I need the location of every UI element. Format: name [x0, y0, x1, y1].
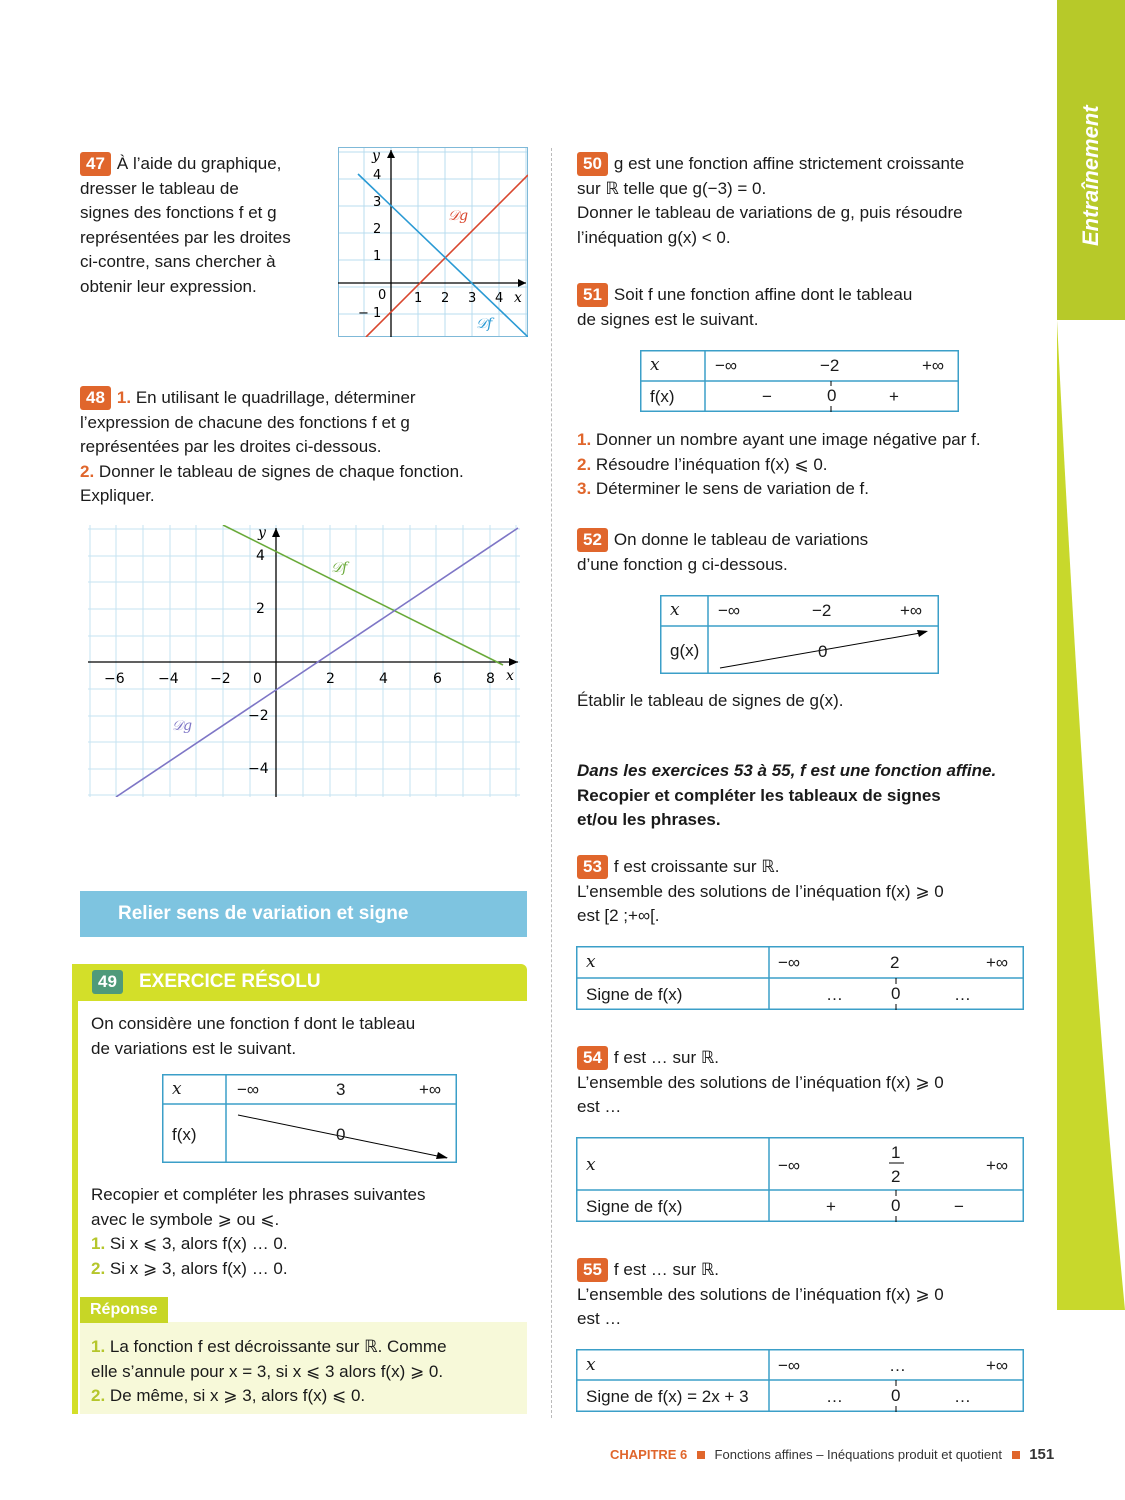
ex54-line: est …: [577, 1097, 622, 1116]
ex49-a2-num: 2.: [91, 1386, 106, 1405]
ex53-table-x: x: [586, 952, 596, 972]
ex54-table: [576, 1137, 1024, 1222]
ex48-xtick: −4: [158, 671, 179, 687]
intro53-l1: Dans les exercices 53 à 55, f est une fonction affine.: [577, 761, 997, 780]
ex53-line: f est croissante sur ℝ.: [613, 857, 780, 876]
ex50-line: sur ℝ telle que g(−3) = 0.: [577, 178, 767, 198]
ex47-line: À l’aide du graphique,: [116, 154, 282, 173]
ex55-line: f est … sur ℝ.: [613, 1260, 720, 1279]
ex48-xtick: 8: [486, 671, 495, 687]
ex55-table-minf: −∞: [778, 1356, 801, 1375]
ex51-line: de signes est le suivant.: [577, 309, 759, 329]
ex51-q3-num: 3.: [577, 479, 592, 498]
ex55-table-zero: 0: [891, 1386, 901, 1405]
ex55-table: [576, 1349, 1024, 1412]
ex55-table-x: x: [586, 1355, 596, 1375]
ex48-xtick: −6: [104, 671, 125, 687]
footer-square-icon: [697, 1451, 705, 1459]
ex50-line: l’inéquation g(x) < 0.: [577, 227, 731, 247]
ex47-ylabel: y: [372, 148, 380, 164]
ex48-dg-label: 𝒟g: [172, 718, 193, 734]
ex53-table-sign: Signe de f(x): [586, 985, 683, 1004]
page-number: 151: [1029, 1446, 1055, 1463]
ex49-title: EXERCICE RÉSOLU: [139, 971, 321, 992]
ex47-line: signes des fonctions f et g: [80, 203, 277, 222]
ex53-table-minf: −∞: [778, 953, 801, 972]
ex51-q1: Donner un nombre ayant une image négative par f.: [595, 430, 981, 449]
ex52-after: Établir le tableau de signes de g(x).: [577, 691, 844, 710]
ex53: [577, 855, 1037, 929]
intro53: [577, 759, 1037, 833]
ex48-xtick: −2: [210, 671, 231, 687]
ex49-table-fx: f(x): [172, 1125, 197, 1144]
ex47-xtick: 3: [468, 291, 477, 306]
ex48-q2b: Expliquer.: [80, 486, 155, 505]
ex48-xtick: 4: [379, 671, 388, 687]
sidebar-curve: [1057, 320, 1125, 1320]
ex49-q2: Si x ⩾ 3, alors f(x) … 0.: [109, 1258, 288, 1278]
ex49-questions: [91, 1183, 521, 1281]
ex53-table: [576, 946, 1024, 1010]
ex51-line: Soit f une fonction affine dont le tableau: [613, 285, 913, 304]
ex55-table-pinf: +∞: [986, 1356, 1009, 1375]
ex48-ytick: 4: [256, 548, 265, 564]
ex49-a2: De même, si x ⩾ 3, alors f(x) ⩽ 0.: [109, 1386, 366, 1405]
footer-chapter: CHAPITRE 6: [610, 1447, 688, 1462]
ex52-table-pinf: +∞: [900, 601, 923, 620]
ex48-ytick: −4: [248, 761, 269, 777]
ex53-table-zero: 0: [891, 984, 901, 1003]
footer-title: Fonctions affines – Inéquations produit et quotient: [714, 1447, 1002, 1462]
ex51-table-minf: −∞: [715, 356, 738, 375]
ex47-ytick: 3: [373, 195, 382, 210]
footer: [610, 1446, 1054, 1463]
ex48-ytick: −2: [248, 708, 269, 724]
ex48-q1b: l’expression de chacune des fonctions f et g: [80, 412, 410, 432]
ex51-table: [640, 350, 959, 412]
ex47-df-label: 𝒟f: [476, 316, 493, 332]
ex55: [577, 1258, 1037, 1332]
ex55-table-s2: …: [954, 1387, 971, 1406]
ex49-instr: avec le symbole ⩾ ou ⩽.: [91, 1209, 280, 1229]
ex49-table-minf: −∞: [237, 1080, 260, 1099]
ex51-table-fx: f(x): [650, 387, 675, 406]
intro53-l3: et/ou les phrases.: [577, 810, 721, 829]
ex54-table-zero: 0: [891, 1196, 901, 1215]
ex49-intro: [91, 1012, 521, 1061]
ex47-ytick: − 1: [358, 306, 382, 321]
ex50-line: Donner le tableau de variations de g, puis résoudre: [577, 203, 963, 222]
ex48-q2: Donner le tableau de signes de chaque fonction.: [98, 461, 464, 481]
ex54-table-s1: +: [826, 1197, 836, 1216]
ex47-ytick: 1: [373, 249, 382, 264]
ex55-table-s1: …: [826, 1387, 843, 1406]
ex49-table: [162, 1074, 457, 1163]
ex51-table-s1: −: [762, 387, 772, 406]
ex54-line: f est … sur ℝ.: [613, 1048, 720, 1067]
ex54-table-s2: −: [954, 1197, 964, 1216]
ex51-q3: Déterminer le sens de variation de f.: [595, 479, 870, 498]
ex55-table-sign: Signe de f(x) = 2x + 3: [586, 1387, 749, 1406]
sidebar-label: Entraînement: [1078, 105, 1103, 246]
ex55-line: est …: [577, 1309, 622, 1328]
ex53-table-pinf: +∞: [986, 953, 1009, 972]
ex49-table-val: 3: [336, 1080, 346, 1099]
ex48-ytick: 2: [256, 601, 265, 617]
ex54-table-val-num: 1: [891, 1143, 901, 1162]
ex54-table-pinf: +∞: [986, 1156, 1009, 1175]
ex55-line: L’ensemble des solutions de l’inéquation f(x) ⩾ 0: [577, 1284, 944, 1304]
ex51: [577, 283, 1037, 332]
ex47-line: dresser le tableau de: [80, 178, 239, 198]
ex47-ytick: 0: [378, 288, 387, 303]
ex49-answer: [91, 1335, 521, 1409]
ex48-q1: En utilisant le quadrillage, déterminer: [135, 388, 416, 407]
ex51-table-pinf: +∞: [922, 356, 945, 375]
ex48-df-label: 𝒟f: [331, 560, 348, 576]
ex54: [577, 1046, 1037, 1120]
ex48-number: 48: [80, 386, 111, 410]
ex48-xtick: 2: [326, 671, 335, 687]
ex52-number: 52: [577, 528, 608, 552]
footer-square-icon: [1012, 1451, 1020, 1459]
ex47-number: 47: [80, 152, 111, 176]
ex51-q1-num: 1.: [577, 430, 592, 449]
ex49-intro-line: de variations est le suivant.: [91, 1038, 297, 1058]
ex48: [80, 386, 540, 509]
ex52-table: [660, 595, 939, 674]
ex49-a1-num: 1.: [91, 1337, 106, 1356]
ex51-table-val: −2: [820, 356, 840, 375]
ex47-dg-label: 𝒟g: [448, 208, 469, 224]
ex49-answer-label: Réponse: [80, 1297, 168, 1323]
ex52-table-minf: −∞: [718, 601, 741, 620]
ex48-xlabel: x: [506, 668, 514, 684]
ex52-table-gx: g(x): [670, 641, 700, 660]
ex52-line: On donne le tableau de variations: [613, 530, 869, 549]
ex49-table-pinf: +∞: [419, 1080, 442, 1099]
ex47-xlabel: x: [514, 290, 522, 306]
ex52-table-zero: 0: [818, 642, 828, 661]
ex47-line: représentées par les droites: [80, 227, 291, 247]
ex48-xtick: 6: [433, 671, 442, 687]
sidebar-label-wrap: [1078, 96, 1110, 246]
ex53-table-val: 2: [890, 953, 900, 972]
ex53-table-s2: …: [954, 985, 971, 1004]
section-header: Relier sens de variation et signe: [80, 891, 527, 937]
ex47-line: obtenir leur expression.: [80, 276, 257, 296]
ex49-table-zero: 0: [336, 1125, 346, 1144]
ex47-line-df: [358, 174, 528, 337]
ex51-table-x: x: [650, 355, 660, 375]
ex51-q2-num: 2.: [577, 454, 592, 474]
ex47: [80, 152, 330, 299]
ex48-xtick: 0: [253, 671, 262, 687]
ex53-line: est [2 ;+∞[.: [577, 906, 660, 925]
intro53-l2: Recopier et compléter les tableaux de signes: [577, 785, 941, 805]
ex49-q2-num: 2.: [91, 1258, 106, 1278]
ex55-number: 55: [577, 1258, 608, 1282]
ex51-table-zero: 0: [827, 386, 837, 405]
ex47-ytick: 2: [373, 222, 382, 237]
ex54-table-x: x: [586, 1155, 596, 1175]
ex48-q1c: représentées par les droites ci-dessous.: [80, 437, 382, 456]
ex54-table-val-den: 2: [891, 1167, 901, 1186]
ex50: [577, 152, 1037, 250]
ex49-q1-num: 1.: [91, 1234, 106, 1253]
ex52: [577, 528, 1037, 577]
ex51-table-s2: +: [889, 387, 899, 406]
ex49-a1b: elle s’annule pour x = 3, si x ⩽ 3 alors f(x) ⩾ 0.: [91, 1361, 444, 1381]
ex49-header: [72, 964, 527, 1001]
ex51-questions: [577, 428, 1047, 502]
ex52-table-val: −2: [812, 601, 832, 620]
column-separator: [551, 148, 552, 1418]
ex47-xtick: 2: [441, 291, 450, 306]
ex54-line: L’ensemble des solutions de l’inéquation f(x) ⩾ 0: [577, 1072, 944, 1092]
ex49-table-x: x: [172, 1079, 182, 1099]
ex48-q2-num: 2.: [80, 461, 95, 481]
ex52-table-x: x: [670, 600, 680, 620]
ex53-number: 53: [577, 855, 608, 879]
ex53-line: L’ensemble des solutions de l’inéquation f(x) ⩾ 0: [577, 881, 944, 901]
ex49-instr: Recopier et compléter les phrases suivantes: [91, 1185, 426, 1204]
ex49-bar: [72, 1001, 78, 1414]
ex47-graph: [338, 147, 528, 337]
ex54-number: 54: [577, 1046, 608, 1070]
ex49-a1: La fonction f est décroissante sur ℝ. Comme: [109, 1337, 447, 1356]
ex47-xtick: 1: [414, 291, 423, 306]
ex49-intro-line: On considère une fonction f dont le tableau: [91, 1014, 416, 1033]
ex47-ytick: 4: [373, 168, 382, 183]
ex54-table-sign: Signe de f(x): [586, 1197, 683, 1216]
ex53-table-s1: …: [826, 985, 843, 1004]
ex52-line: d’une fonction g ci-dessous.: [577, 554, 788, 574]
ex50-line: g est une fonction affine strictement croissante: [613, 154, 965, 173]
ex48-line-df: [223, 525, 503, 665]
ex48-q1-num: 1.: [116, 388, 132, 407]
ex51-q2: Résoudre l’inéquation f(x) ⩽ 0.: [595, 454, 828, 474]
ex48-ylabel: y: [258, 525, 266, 541]
ex50-number: 50: [577, 152, 608, 176]
ex54-table-minf: −∞: [778, 1156, 801, 1175]
ex49-q1: Si x ⩽ 3, alors f(x) … 0.: [109, 1234, 288, 1253]
ex55-table-val: …: [889, 1356, 906, 1375]
ex47-line: ci-contre, sans chercher à: [80, 252, 276, 271]
ex49-number: 49: [92, 970, 123, 994]
ex47-xtick: 4: [495, 291, 504, 306]
ex48-graph: [88, 525, 520, 797]
ex51-number: 51: [577, 283, 608, 307]
